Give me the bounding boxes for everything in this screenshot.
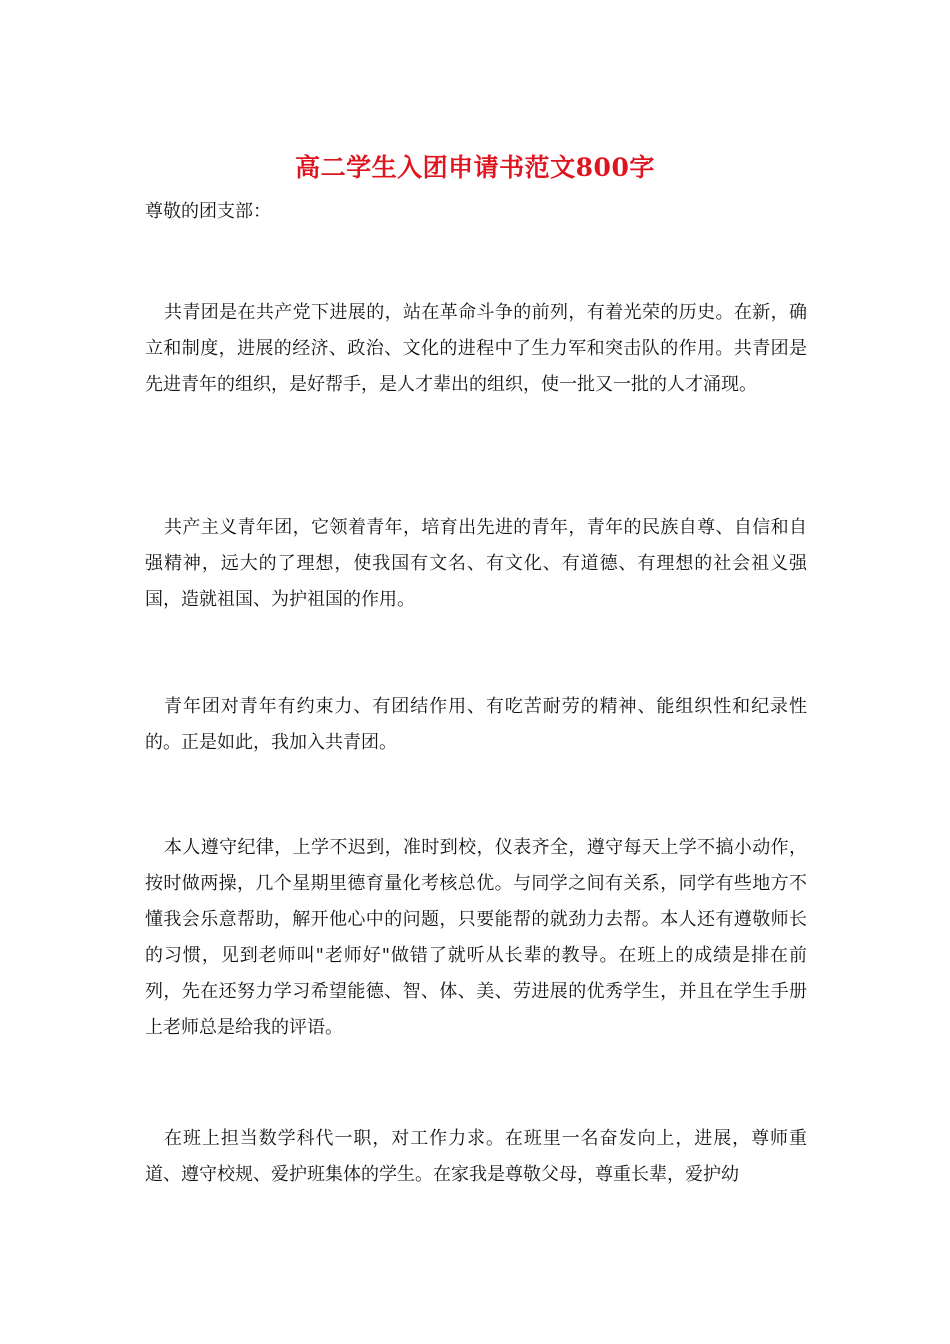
paragraph-2: 共产主义青年团，它领着青年，培育出先进的青年，青年的民族自尊、自信和自强精神，远大的了理想，使我国有文名、有文化、有道德、有理想的社会祖义强国，造就祖国、为护祖国的作用。 <box>145 517 807 610</box>
paragraph-5: 在班上担当数学科代一职，对工作力求。在班里一名奋发向上，进展，尊师重道、遵守校规、爱护班集体的学生。在家我是尊敬父母，尊重长辈，爱护幼 <box>145 1128 807 1185</box>
paragraph-3: 青年团对青年有约束力、有团结作用、有吃苦耐劳的精神、能组织性和纪录性的。正是如此，我加入共青团。 <box>145 696 807 753</box>
document-title: 高二学生入团申请书范文800字 <box>295 153 655 182</box>
paragraph-1: 共青团是在共产党下进展的，站在革命斗争的前列，有着光荣的历史。在新，确立和制度，进展的经济、政治、文化的进程中了生力军和突击队的作用。共青团是先进青年的组织，是好帮手，是人才辈出的组织，使一批又一批的人才涌现。 <box>145 302 807 395</box>
salutation: 尊敬的团支部： <box>145 201 271 222</box>
paragraph-4: 本人遵守纪律，上学不迟到，准时到校，仪表齐全，遵守每天上学不搞小动作，按时做两操，几个星期里德育量化考核总优。与同学之间有关系，同学有些地方不懂我会乐意帮助，解开他心中的问题，只要能帮的就劲力去帮。本人还有遵敬师长的习惯，见到老师叫"老师好"做错了就听从长辈的教导。在班上的成绩是排在前列，先在还努力学习希望能德、智、体、美、劳进展的优秀学生，并且在学生手册上老师总是给我的评语。 <box>145 837 807 1038</box>
